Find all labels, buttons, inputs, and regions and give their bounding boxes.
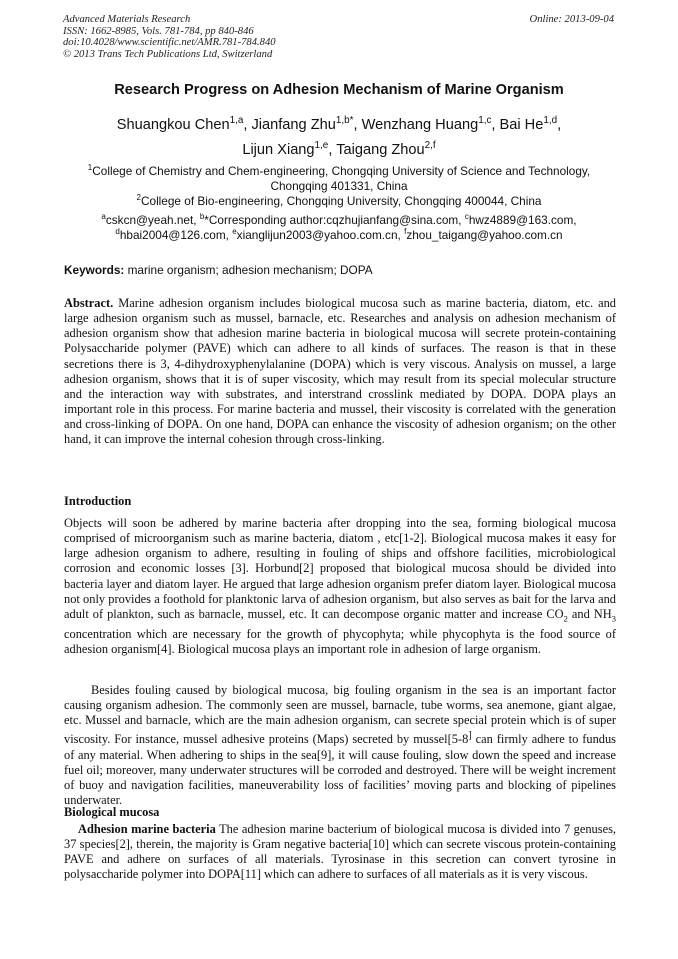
author-sup: 1,b*: [335, 115, 354, 127]
introduction-heading: Introduction: [64, 494, 132, 508]
email-link[interactable]: zhou_taigang@yahoo.com.cn: [406, 228, 563, 242]
email-marker: e: [232, 227, 237, 237]
email-marker: d: [115, 227, 120, 237]
keywords-label: Keywords:: [64, 263, 125, 277]
journal-doi: doi:10.4028/www.scientific.net/AMR.781-784.840: [63, 37, 276, 49]
paragraph-text: Besides fouling caused by biological mucosa, big fouling organism in the sea is an important factor causing organism adhesion. The commonly seen are mussel, barnacle, tube worms, sea anemone, giant algae, etc. Mussel and barnacle, which are the main adhesion organism, can secrete special protein which is of super viscosity. For instance, mussel adhesive proteins (Maps) secreted by mussel[5-8: [64, 683, 616, 747]
author-sup: 1,d: [543, 115, 558, 127]
introduction-paragraph-1: [64, 516, 616, 657]
author-name: Lijun Xiang: [242, 142, 315, 158]
abstract-text: Marine adhesion organism includes biological mucosa such as marine bacteria, diatom, etc. and large adhesion organism such as mussel, barnacle, etc. Researches and analysis on adhesion mechanism of adhesion organism show that adhesion marine bacteria in biological mucosa will secrete protein-containing Polysaccharide polymer (PAVE) which can adhere to all kinds of surfaces. The reason is that in these secretions there is 3, 4-dihydroxyphenylalanine (DOPA) which is very viscous. Analysis on mussel, a large adhesion organism, shows that it is of super viscosity, which may result from its special molecular structure and the interaction way with substrates, and interstrand crosslink mediated by DOPA. DOPA plays an important role in this process. For marine bacteria and mussel, their viscosity is correlated with the generation and cross-linking of DOPA. On one hand, DOPA can enhance the viscosity of adhesion organism; on the other hand, it can improve the internal cohesion through cross-linking.: [64, 296, 616, 447]
biological-mucosa-heading: Biological mucosa: [64, 805, 160, 819]
biological-mucosa-paragraph: [64, 822, 616, 883]
subscript: 3: [611, 613, 616, 624]
author-name: Taigang Zhou: [336, 142, 425, 158]
affiliation-number: 2: [136, 193, 141, 203]
author-name: Jianfang Zhu: [251, 117, 336, 133]
email-link[interactable]: xianglijun2003@yahoo.com.cn,: [236, 228, 401, 242]
journal-copyright: © 2013 Trans Tech Publications Ltd, Switzerland: [63, 48, 273, 60]
author-line-2: Lijun Xiang$^{1,e}$, Taigang Zhou$^{2,f}$: [242, 140, 436, 158]
author-name: Wenzhang Huang: [361, 117, 479, 133]
author-emails: [40, 213, 638, 243]
author-name: Bai He: [499, 117, 544, 133]
author-sup: 1,c: [478, 115, 492, 127]
email-marker: c: [464, 212, 469, 222]
email-link[interactable]: *Corresponding author:cqzhujianfang@sina.com,: [204, 213, 462, 227]
subsection-label: Adhesion marine bacteria: [78, 822, 216, 836]
affiliations: [40, 164, 638, 209]
keywords: [64, 263, 616, 277]
subscript: 2: [563, 613, 568, 624]
paper-title: Research Progress on Adhesion Mechanism of Marine Organism: [114, 82, 564, 98]
author-name: Shuangkou Chen: [116, 117, 230, 133]
email-link[interactable]: cskcn@yeah.net,: [105, 213, 197, 227]
paragraph-text: and NH: [567, 606, 612, 621]
affiliation-text: College of Bio-engineering, Chongqing University, Chongqing 400044, China: [140, 194, 542, 208]
superscript: ]: [468, 730, 472, 742]
email-line-1: [40, 213, 638, 228]
email-line-2: [40, 228, 638, 243]
paragraph-text: The adhesion marine bacterium of biological mucosa is divided into 7 genuses, 37 species[2], therein, the majority is Gram negative bacteria[10] which can secrete viscous protein-containing PAVE and adhere on surfaces of all materials. Tyrosinase in this secretion can convert tyrosine in polysaccharide polymer into DOPA[11] which can adhere to surfaces of all materials as it is very viscous.: [64, 822, 616, 882]
affiliation-number: 1: [87, 163, 93, 173]
author-sup: 1,a: [229, 115, 244, 127]
journal-header: [63, 14, 276, 60]
journal-issn: ISSN: 1662-8985, Vols. 781-784, pp 840-846: [63, 25, 254, 37]
online-date: Online: 2013-09-04: [529, 14, 614, 25]
author-sup: 2,f: [424, 140, 436, 152]
paragraph-text: concentration which are necessary for the growth of phycophyta; while phycophyta is the food source of adhesion organism[4]. Biological mucosa plays an important role in adhesion of large organism.: [64, 626, 616, 656]
keywords-text: marine organism; adhesion mechanism; DOPA: [127, 263, 373, 277]
email-link[interactable]: hbai2004@126.com,: [119, 228, 229, 242]
email-link[interactable]: hwz4889@163.com,: [468, 213, 577, 227]
email-marker: f: [404, 227, 407, 237]
author-line-1: Shuangkou Chen$^{1,a}$, Jianfang Zhu$^{1,b*}$, Wenzhang Huang$^{1,c}$, Bai He$^{1,d}$,: [116, 115, 562, 133]
affiliation-1-city: Chongqing 401331, China: [270, 179, 408, 193]
affiliation-text: College of Chemistry and Chem-engineering, Chongqing University of Science and Technology,: [92, 164, 591, 178]
abstract: [64, 296, 616, 448]
paragraph-text: can firmly adhere to fundus of any material. When adhering to ships in the sea[9], it will cause fouling, slow down the speed and increase fuel oil; moreover, many underwater structures will be corroded and destroyed. There will be weight increment of buoy and navigation facilities, maneuverability loss of facilities’ moving parts and blocking of pipelines underwater.: [64, 732, 616, 808]
author-list: [40, 113, 638, 163]
abstract-label: Abstract.: [64, 296, 114, 310]
introduction-paragraph-2: [64, 683, 616, 808]
email-marker: a: [101, 212, 106, 222]
paragraph-text: Objects will soon be adhered by marine bacteria after dropping into the sea, forming biological mucosa comprised of microorganism such as marine bacteria, diatom , etc[1-2]. Biological mucosa makes it easy for large adhesion organism to adhere, resulting in fouling of ships and offshore facilities, microbiological corrosion and economic losses [3]. Horbund[2] proposed that biological mucosa should be divided into bacteria layer and diatom layer. He argued that large adhesion organism prefer diatom layer. Biological mucosa not only provides a foothold for planktonic larva of adhesion organism, but also serves as bait for the larva and adult of plankton, such as barnacle, mussel, etc. It can decompose organic matter and increase CO: [64, 516, 616, 621]
affiliation-2: [40, 194, 638, 209]
affiliation-1: [40, 164, 638, 179]
author-sup: 1,e: [314, 140, 329, 152]
email-marker: b: [199, 212, 205, 222]
journal-name: Advanced Materials Research: [63, 14, 191, 25]
